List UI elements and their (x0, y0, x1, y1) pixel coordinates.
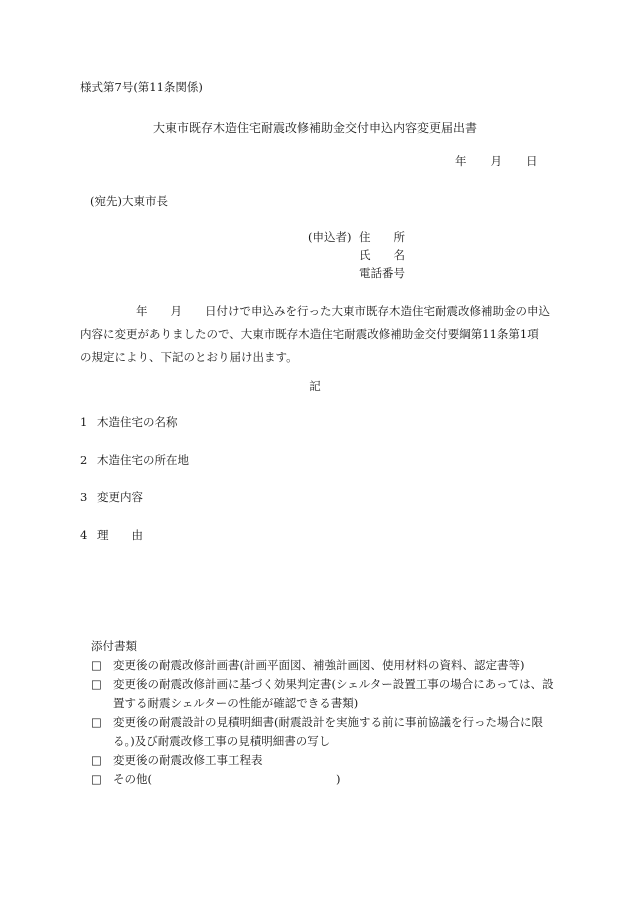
list-item-building-location (80, 455, 189, 467)
body-text: 年 月 日付けで申込みを行った大東市既存木造住宅耐震改修補助金の申込内容に変更がありましたので、大東市既存木造住宅耐震改修補助金交付要綱第11条第1項の規定により、下記のとおり届け出ます。 (80, 304, 550, 364)
addressee: (宛先)大東市長 (90, 194, 168, 208)
attachment-item (91, 675, 556, 713)
checkbox[interactable]: □ (91, 658, 102, 672)
applicant-phone-label: 電話番号 (359, 266, 405, 280)
item-label: 木造住宅の名称 (97, 415, 178, 429)
item-number: 1 (80, 415, 88, 429)
list-item-change-details (80, 492, 143, 504)
list-item-reason (80, 530, 143, 542)
attachments-title: 添付書類 (91, 639, 137, 653)
item-number: 3 (80, 490, 88, 504)
item-number: 2 (80, 453, 88, 467)
attachment-text: 変更後の耐震改修計画に基づく効果判定書(シェルター設置工事の場合にあっては、設置する耐震シェルターの性能が確認できる書類) (113, 677, 554, 710)
attachment-item (91, 656, 556, 675)
attachment-other (113, 770, 556, 789)
date-year-label: 年 (455, 154, 467, 168)
form-number: 様式第7号(第11条関係) (80, 80, 203, 94)
item-label: 変更内容 (97, 490, 143, 504)
other-close: ) (336, 772, 341, 786)
attachment-item (91, 751, 556, 770)
applicant-role: (申込者) (308, 230, 352, 244)
document-title: 大東市既存木造住宅耐震改修補助金交付申込内容変更届出書 (152, 121, 477, 135)
item-label: 理 由 (97, 528, 143, 542)
date-month-label: 月 (490, 154, 502, 168)
other-open: その他( (113, 772, 152, 786)
date-day-label: 日 (526, 154, 538, 168)
item-label: 木造住宅の所在地 (97, 453, 189, 467)
attachment-text: 変更後の耐震改修工事工程表 (113, 753, 263, 767)
applicant-address-label: 住 所 (359, 230, 405, 244)
attachment-text: 変更後の耐震設計の見積明細書(耐震設計を実施する前に事前協議を行った場合に限る。)及び耐震改修工事の見積明細書の写し (113, 715, 543, 748)
applicant-name-label: 氏 名 (359, 248, 405, 262)
date-line (455, 156, 538, 168)
checkbox[interactable]: □ (91, 677, 102, 691)
ki-heading: 記 (309, 379, 321, 393)
attachment-text: 変更後の耐震改修計画書(計画平面図、補強計画図、使用材料の資料、認定書等) (113, 658, 525, 672)
list-item-building-name (80, 417, 178, 429)
attachment-item-other (91, 770, 556, 789)
attachment-item (91, 713, 556, 751)
checkbox[interactable]: □ (91, 753, 102, 767)
item-number: 4 (80, 528, 88, 542)
checkbox[interactable]: □ (91, 772, 102, 786)
checkbox[interactable]: □ (91, 715, 102, 729)
